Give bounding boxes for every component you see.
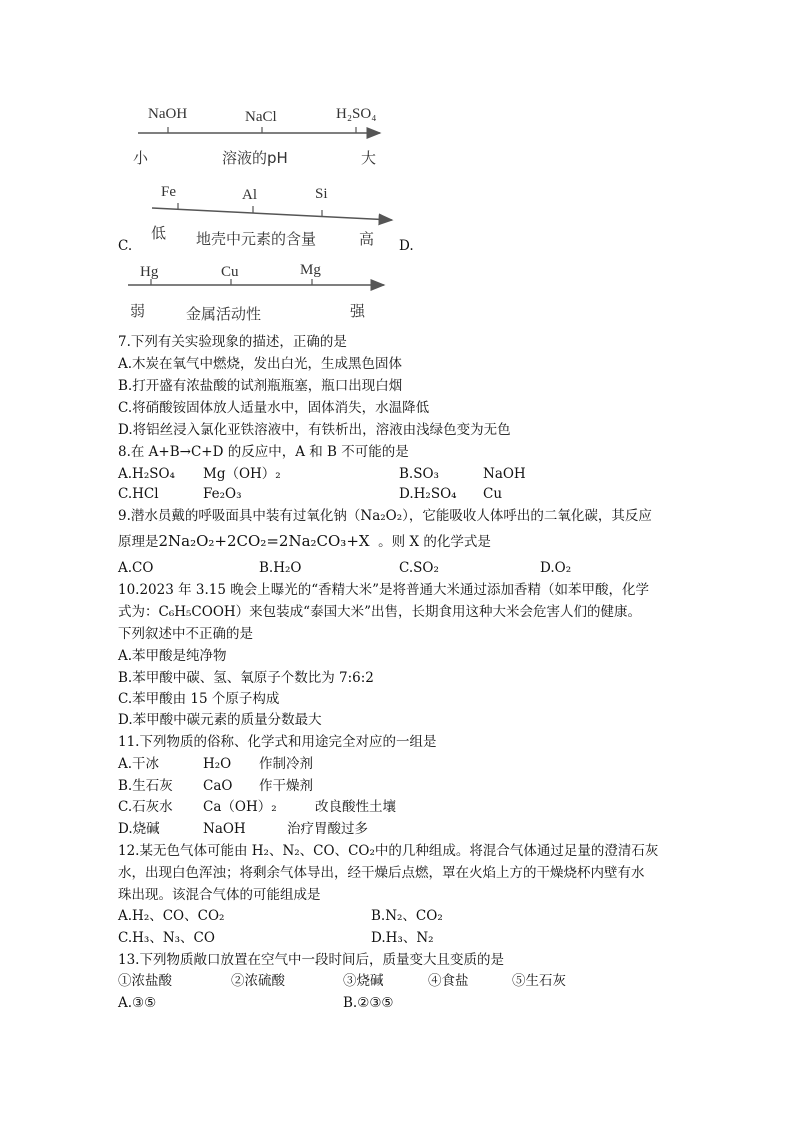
activity-high-label: 强	[350, 302, 366, 320]
q12-option-a: A.H₂、CO、CO₂	[118, 908, 225, 924]
q9-prefix: 原理是	[118, 534, 159, 550]
q8-option-c1: C.HCl	[118, 486, 159, 502]
q11-b-formula: CaO	[203, 778, 233, 794]
q11-b-name: B.生石灰	[118, 778, 173, 794]
q11-d-formula: NaOH	[203, 821, 246, 837]
q8-option-a2: Mg（OH）₂	[203, 466, 281, 482]
activity-axis-title: 金属活动性	[186, 305, 262, 323]
q12-option-c: C.H₃、N₃、CO	[118, 930, 215, 946]
q13-option-a: A.③⑤	[118, 995, 157, 1011]
q9-option-c: C.SO₂	[399, 560, 439, 576]
crust-high-label: 高	[359, 230, 375, 248]
q7-option-a: A.木炭在氧气中燃烧，发出白光，生成黑色固体	[118, 356, 403, 372]
q11-b-use: 作干燥剂	[259, 778, 313, 794]
ph-label-nacl: NaCl	[245, 109, 277, 125]
ph-axis-title: 溶液的pH	[222, 149, 288, 167]
q8-option-b1: B.SO₃	[399, 466, 439, 482]
q11-stem: 11.下列物质的俗称、化学式和用途完全对应的一组是	[118, 734, 437, 750]
q11-a-formula: H₂O	[203, 756, 232, 772]
q10-option-a: A.苯甲酸是纯净物	[118, 648, 227, 664]
q7-option-d: D.将铝丝浸入氯化亚铁溶液中，有铁析出，溶液由浅绿色变为无色	[118, 422, 511, 438]
q9-stem: 9.潜水员戴的呼吸面具中装有过氧化钠（Na₂O₂），它能吸收人体呼出的二氧化碳，其反应	[118, 508, 652, 524]
activity-label-hg: Hg	[140, 264, 159, 280]
q13-item-1: ①浓盐酸	[118, 973, 172, 989]
q13-item-3: ③烧碱	[343, 973, 384, 989]
q12-line1: 12.某无色气体可能由 H₂、N₂、CO、CO₂中的几种组成。将混合气体通过足量的澄清石灰	[118, 843, 659, 859]
q12-line3: 珠出现。该混合气体的可能组成是	[118, 887, 321, 903]
q8-stem: 8.在 A+B→C+D 的反应中，A 和 B 不可能的是	[118, 444, 409, 460]
q7-stem: 7.下列有关实验现象的描述，正确的是	[118, 334, 347, 350]
q11-a-use: 作制冷剂	[259, 756, 313, 772]
crust-label-fe: Fe	[161, 184, 176, 200]
ph-low-label: 小	[133, 149, 149, 167]
q10-option-c: C.苯甲酸由 15 个原子构成	[118, 691, 280, 707]
q13-item-5: ⑤生石灰	[512, 973, 566, 989]
q11-d-name: D.烧碱	[118, 821, 160, 837]
q12-option-d: D.H₃、N₂	[371, 930, 434, 946]
q8-option-c2: Fe₂O₃	[203, 486, 242, 502]
ph-label-naoh: NaOH	[148, 106, 188, 122]
q8-option-a1: A.H₂SO₄	[118, 466, 175, 482]
ph-high-label: 大	[361, 149, 377, 167]
q9-equation: 2Na₂O₂+2CO₂=2Na₂CO₃+X	[158, 532, 370, 550]
q9-option-b: B.H₂O	[259, 560, 302, 576]
crust-axis	[152, 208, 392, 220]
option-d-marker: D.	[399, 238, 414, 254]
q11-c-use: 改良酸性土壤	[315, 799, 396, 815]
crust-low-label: 低	[151, 224, 167, 242]
q11-d-use: 治疗胃酸过多	[287, 821, 368, 837]
q10-line2: 式为：C₆H₅COOH）来包装成“泰国大米”出售，长期食用这种大米会危害人们的健康。	[118, 604, 641, 620]
q11-a-name: A.干冰	[118, 756, 160, 772]
option-c-marker: C.	[118, 238, 133, 254]
q13-option-b: B.②③⑤	[343, 995, 394, 1011]
activity-label-cu: Cu	[221, 264, 239, 280]
q13-item-2: ②浓硫酸	[231, 973, 285, 989]
q9-option-a: A.CO	[118, 560, 154, 576]
crust-label-al: Al	[242, 187, 257, 203]
q9-suffix: 。则 X 的化学式是	[378, 534, 491, 550]
activity-low-label: 弱	[130, 302, 146, 320]
q12-line2: 水，出现白色浑浊；将剩余气体导出，经干燥后点燃，罩在火焰上方的干燥烧杯内壁有水	[118, 865, 645, 881]
q11-c-formula: Ca（OH）₂	[203, 799, 277, 815]
q8-option-b2: NaOH	[483, 466, 526, 482]
q10-line3: 下列叙述中不正确的是	[118, 626, 253, 642]
q10-option-b: B.苯甲酸中碳、氢、氧原子个数比为 7:6:2	[118, 670, 374, 686]
q12-option-b: B.N₂、CO₂	[371, 908, 443, 924]
activity-label-mg: Mg	[300, 262, 321, 278]
q7-option-b: B.打开盛有浓盐酸的试剂瓶瓶塞，瓶口出现白烟	[118, 378, 403, 394]
q9-line2	[118, 531, 491, 552]
q10-line1: 10.2023 年 3.15 晚会上曝光的“香精大米”是将普通大米通过添加香精（如苯甲酸，化学	[118, 582, 650, 598]
q11-c-name: C.石灰水	[118, 799, 173, 815]
q13-stem: 13.下列物质敞口放置在空气中一段时间后，质量变大且变质的是	[118, 952, 504, 968]
crust-axis-title: 地壳中元素的含量	[196, 230, 317, 248]
q13-item-4: ④食盐	[428, 973, 469, 989]
crust-label-si: Si	[315, 186, 328, 202]
q9-option-d: D.O₂	[540, 560, 572, 576]
q8-option-d2: Cu	[483, 486, 503, 502]
q8-option-d1: D.H₂SO₄	[399, 486, 457, 502]
q10-option-d: D.苯甲酸中碳元素的质量分数最大	[118, 712, 322, 728]
ph-label-h2so4: H₂SO₄	[336, 106, 377, 122]
q7-option-c: C.将硝酸铵固体放人适量水中，固体消失，水温降低	[118, 400, 430, 416]
